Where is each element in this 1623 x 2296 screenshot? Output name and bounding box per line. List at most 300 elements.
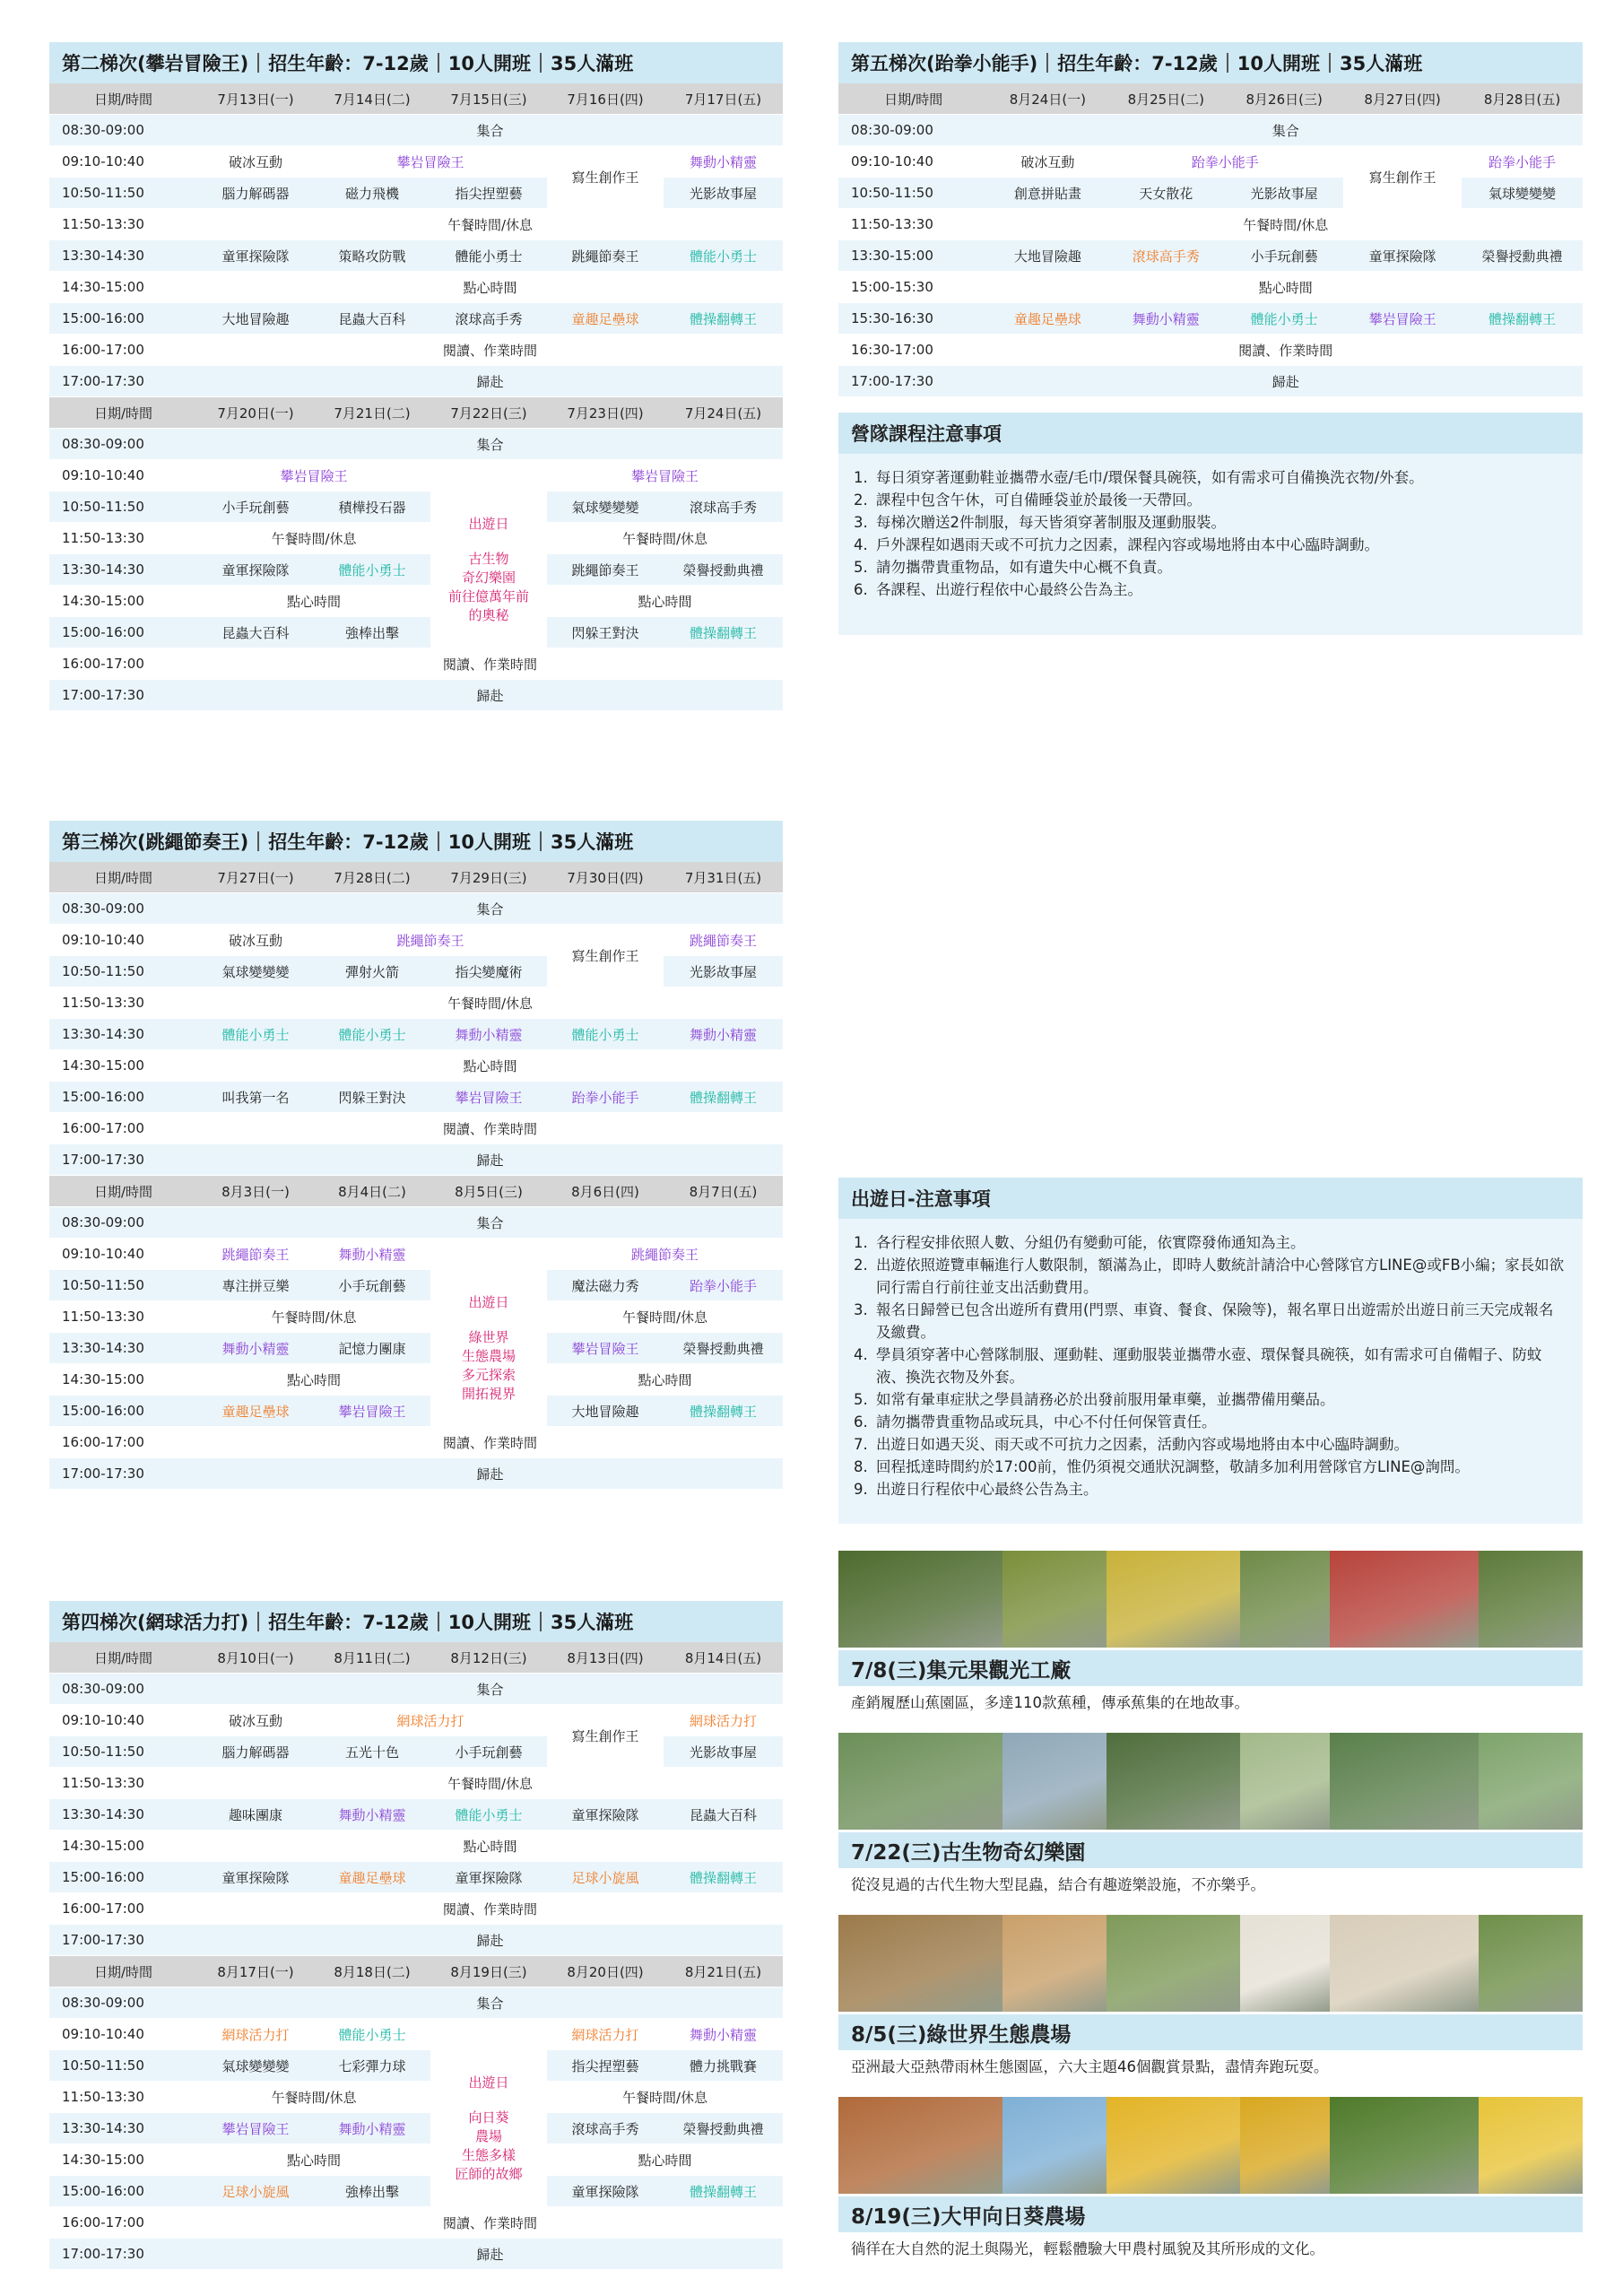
table-row xyxy=(49,178,783,209)
schedule-max: 35人滿班 xyxy=(1340,53,1423,74)
activity-cell: 點心時間 xyxy=(197,586,430,617)
header-cell: 7月23日(四) xyxy=(547,397,664,429)
header-cell: 7月20日(一) xyxy=(197,397,314,429)
divider xyxy=(1227,53,1228,73)
activity-cell: 光影故事屋 xyxy=(664,956,783,987)
schedule-header xyxy=(838,42,1583,83)
time-cell: 17:00-17:30 xyxy=(49,2239,197,2270)
activity-cell: 強棒出擊 xyxy=(314,2176,430,2207)
time-cell: 10:50-11:50 xyxy=(49,1270,197,1301)
activity-cell: 點心時間 xyxy=(197,1364,430,1396)
activity-cell: 體操翻轉王 xyxy=(1462,303,1583,335)
activity-cell: 歸赴 xyxy=(197,366,783,397)
time-cell: 08:30-09:00 xyxy=(49,429,197,460)
table-row xyxy=(838,178,1583,209)
trip-note-item: 4. 學員須穿著中心營隊制服、運動鞋、運動服裝並攜帶水壺、環保餐具碗筷，如有需求可自備帽子、防蚊液、換洗衣物及外套。 xyxy=(872,1344,1567,1388)
trip-day-cell xyxy=(430,1239,547,1458)
photo-segment xyxy=(1107,1915,1240,2012)
activity-cell: 跆拳小能手 xyxy=(547,1082,664,1113)
trip-note-item: 2. 出遊依照遊覽車輛進行人數限制，額滿為止，即時人數統計請洽中心營隊官方LINE@或FB小編；家長如欲同行需自行前往並支出活動費用。 xyxy=(872,1254,1567,1299)
table-row xyxy=(838,335,1583,366)
activity-cell: 指尖變魔術 xyxy=(430,956,547,987)
activity-cell: 大地冒險趣 xyxy=(547,1396,664,1427)
activity-cell: 跆拳小能手 xyxy=(1107,146,1343,178)
photo-segment xyxy=(838,1915,1002,2012)
time-cell: 16:00-17:00 xyxy=(49,1893,197,1925)
table-row xyxy=(49,1396,783,1427)
activity-cell: 午餐時間/休息 xyxy=(547,1301,783,1333)
activity-cell: 攀岩冒險王 xyxy=(197,460,430,491)
table-row xyxy=(49,2239,783,2270)
time-cell: 11:50-13:30 xyxy=(838,209,988,240)
time-cell: 08:30-09:00 xyxy=(49,893,197,925)
photo-segment xyxy=(1479,1915,1583,2012)
table-row xyxy=(49,2144,783,2176)
activity-cell: 體能小勇士 xyxy=(314,2019,430,2050)
table-row xyxy=(49,335,783,366)
header-cell: 7月30日(四) xyxy=(547,862,664,893)
activity-cell: 昆蟲大百科 xyxy=(197,617,314,648)
time-cell: 17:00-17:30 xyxy=(49,680,197,711)
table-row xyxy=(838,303,1583,335)
activity-cell: 滾球高手秀 xyxy=(664,491,783,523)
activity-cell: 集合 xyxy=(988,115,1583,146)
table-header-row xyxy=(49,1956,783,1987)
activity-cell: 點心時間 xyxy=(547,586,783,617)
time-cell: 11:50-13:30 xyxy=(49,2082,197,2113)
activity-cell: 跳繩節奏王 xyxy=(547,554,664,586)
activity-cell: 七彩彈力球 xyxy=(314,2050,430,2082)
table-row xyxy=(49,925,783,956)
time-cell: 16:00-17:00 xyxy=(49,1113,197,1144)
table-row xyxy=(49,1050,783,1082)
activity-cell: 體能小勇士 xyxy=(314,554,430,586)
activity-cell: 童軍探險隊 xyxy=(197,1862,314,1893)
time-cell: 10:50-11:50 xyxy=(49,2050,197,2082)
table-row xyxy=(49,2113,783,2144)
activity-cell: 強棒出擊 xyxy=(314,617,430,648)
activity-cell: 童軍探險隊 xyxy=(430,1862,547,1893)
activity-cell: 指尖捏塑藝 xyxy=(430,178,547,209)
activity-cell: 攀岩冒險王 xyxy=(314,1396,430,1427)
schedule-table xyxy=(838,83,1583,397)
activity-cell: 破冰互動 xyxy=(197,146,314,178)
trip-title: 7/8(三)集元果觀光工廠 xyxy=(838,1650,1583,1686)
activity-cell: 小手玩創藝 xyxy=(314,1270,430,1301)
trip-day-label: 出遊日 xyxy=(468,2074,509,2091)
trip-day-cell xyxy=(430,460,547,680)
activity-cell: 童趣足壘球 xyxy=(547,303,664,335)
activity-cell: 榮譽授勳典禮 xyxy=(1462,240,1583,272)
activity-cell: 童軍探險隊 xyxy=(1343,240,1462,272)
trip-notes-list xyxy=(838,1231,1583,1500)
schedule-max: 35人滿班 xyxy=(551,53,634,74)
activity-cell: 氣球變變變 xyxy=(547,491,664,523)
divider xyxy=(540,1612,542,1631)
activity-cell: 歸赴 xyxy=(197,1925,783,1956)
time-cell: 17:00-17:30 xyxy=(49,1925,197,1956)
table-row xyxy=(49,648,783,680)
trip-title: 7/22(三)古生物奇幻樂園 xyxy=(838,1832,1583,1868)
activity-cell: 閱讀、作業時間 xyxy=(197,2207,783,2239)
schedule-table xyxy=(49,1642,783,1956)
table-row xyxy=(49,1082,783,1113)
photo-segment xyxy=(1240,1915,1330,2012)
photo-segment xyxy=(1107,1733,1240,1830)
activity-cell: 攀岩冒險王 xyxy=(1343,303,1462,335)
trip-notes xyxy=(838,1178,1583,1524)
header-cell: 8月5日(三) xyxy=(430,1176,547,1207)
photo-segment xyxy=(1240,2097,1330,2194)
activity-cell: 魔法磁力秀 xyxy=(547,1270,664,1301)
trip-day-label: 出遊日 xyxy=(468,1293,509,1310)
activity-cell: 舞動小精靈 xyxy=(664,2019,783,2050)
photo-segment xyxy=(1330,2097,1479,2194)
table-header-row xyxy=(838,83,1583,115)
time-cell: 13:30-14:30 xyxy=(49,554,197,586)
time-cell: 15:00-16:00 xyxy=(49,1862,197,1893)
header-cell: 日期/時間 xyxy=(49,1176,197,1207)
activity-cell: 跳繩節奏王 xyxy=(664,925,783,956)
activity-cell: 童軍探險隊 xyxy=(197,554,314,586)
table-row xyxy=(49,2082,783,2113)
activity-cell: 午餐時間/休息 xyxy=(197,1301,430,1333)
activity-cell: 歸赴 xyxy=(197,1144,783,1176)
time-cell: 16:00-17:00 xyxy=(49,335,197,366)
header-cell: 日期/時間 xyxy=(49,397,197,429)
time-cell: 09:10-10:40 xyxy=(838,146,988,178)
activity-cell: 榮譽授勳典禮 xyxy=(664,1333,783,1364)
activity-cell: 破冰互動 xyxy=(988,146,1107,178)
camp-notes xyxy=(838,413,1583,635)
activity-cell: 記憶力團康 xyxy=(314,1333,430,1364)
table-row xyxy=(49,1987,783,2019)
activity-cell: 網球活力打 xyxy=(314,1705,547,1736)
schedule-2 xyxy=(49,42,783,711)
schedule-age: 招生年齡：7-12歲 xyxy=(268,53,429,74)
header-cell: 8月18日(二) xyxy=(314,1956,430,1987)
activity-cell: 攀岩冒險王 xyxy=(430,1082,547,1113)
activity-cell: 歸赴 xyxy=(197,1458,783,1490)
activity-cell: 點心時間 xyxy=(547,1364,783,1396)
time-cell: 09:10-10:40 xyxy=(49,1239,197,1270)
table-row xyxy=(49,680,783,711)
time-cell: 11:50-13:30 xyxy=(49,209,197,240)
schedule-header xyxy=(49,42,783,83)
trip-day-desc: 向日葵 農場 生態多樣 匠師的故鄉 xyxy=(455,2109,523,2182)
photo-segment xyxy=(838,2097,1002,2194)
table-row xyxy=(49,1799,783,1831)
table-row xyxy=(49,893,783,925)
camp-note-item: 2. 課程中包含午休，可自備睡袋並於最後一天帶回。 xyxy=(872,489,1567,511)
trip-title: 8/5(三)綠世界生態農場 xyxy=(838,2014,1583,2050)
activity-cell: 歸赴 xyxy=(197,680,783,711)
header-cell: 7月14日(二) xyxy=(314,83,430,115)
header-cell: 8月11日(二) xyxy=(314,1642,430,1674)
schedule-age: 招生年齡：7-12歲 xyxy=(268,1612,429,1633)
activity-cell: 大地冒險趣 xyxy=(988,240,1107,272)
activity-cell: 舞動小精靈 xyxy=(664,146,783,178)
schedule-header xyxy=(49,1601,783,1642)
header-cell: 8月17日(一) xyxy=(197,1956,314,1987)
table-row xyxy=(49,2019,783,2050)
activity-cell: 集合 xyxy=(197,429,783,460)
activity-cell: 跆拳小能手 xyxy=(664,1270,783,1301)
activity-cell: 破冰互動 xyxy=(197,925,314,956)
activity-cell: 體操翻轉王 xyxy=(664,1396,783,1427)
table-row xyxy=(49,1831,783,1862)
trip-photo xyxy=(838,1915,1583,2012)
header-cell: 8月3日(一) xyxy=(197,1176,314,1207)
activity-cell: 小手玩創藝 xyxy=(430,1736,547,1768)
activity-cell: 集合 xyxy=(197,1674,783,1705)
activity-cell: 寫生創作王 xyxy=(547,925,664,987)
header-cell: 8月14日(五) xyxy=(664,1642,783,1674)
activity-cell: 午餐時間/休息 xyxy=(547,2082,783,2113)
activity-cell: 舞動小精靈 xyxy=(314,1799,430,1831)
time-cell: 10:50-11:50 xyxy=(838,178,988,209)
table-row xyxy=(49,303,783,335)
time-cell: 16:00-17:00 xyxy=(49,1427,197,1458)
header-cell: 7月21日(二) xyxy=(314,397,430,429)
header-cell: 8月19日(三) xyxy=(430,1956,547,1987)
schedule-table xyxy=(49,862,783,1176)
time-cell: 09:10-10:40 xyxy=(49,146,197,178)
activity-cell: 體力挑戰賽 xyxy=(664,2050,783,2082)
activity-cell: 舞動小精靈 xyxy=(664,1019,783,1050)
activity-cell: 點心時間 xyxy=(547,2144,783,2176)
activity-cell: 足球小旋風 xyxy=(547,1862,664,1893)
time-cell: 09:10-10:40 xyxy=(49,925,197,956)
activity-cell: 昆蟲大百科 xyxy=(314,303,430,335)
schedule-5 xyxy=(838,42,1583,397)
time-cell: 08:30-09:00 xyxy=(49,1987,197,2019)
photo-segment xyxy=(1240,1733,1330,1830)
schedule-title: 第三梯次(跳繩節奏王) xyxy=(62,831,249,853)
activity-cell: 滾球高手秀 xyxy=(1107,240,1225,272)
activity-cell: 榮譽授勳典禮 xyxy=(664,2113,783,2144)
activity-cell: 午餐時間/休息 xyxy=(988,209,1583,240)
trip-note-item: 3. 報名日歸營已包含出遊所有費用(門票、車資、餐食、保險等)，報名單日出遊需於出遊日前三天完成報名及繳費。 xyxy=(872,1299,1567,1344)
table-row xyxy=(49,2176,783,2207)
time-cell: 08:30-09:00 xyxy=(49,115,197,146)
table-row xyxy=(49,1239,783,1270)
table-row xyxy=(49,987,783,1019)
header-cell: 7月17日(五) xyxy=(664,83,783,115)
time-cell: 15:00-16:00 xyxy=(49,617,197,648)
table-row xyxy=(49,1736,783,1768)
schedule-max: 35人滿班 xyxy=(551,831,634,853)
activity-cell: 腦力解碼器 xyxy=(197,178,314,209)
table-row xyxy=(49,617,783,648)
time-cell: 14:30-15:00 xyxy=(49,1364,197,1396)
activity-cell: 午餐時間/休息 xyxy=(197,2082,430,2113)
activity-cell: 集合 xyxy=(197,1987,783,2019)
table-row xyxy=(49,115,783,146)
activity-cell: 體能小勇士 xyxy=(547,1019,664,1050)
activity-cell: 榮譽授勳典禮 xyxy=(664,554,783,586)
time-cell: 13:30-15:00 xyxy=(838,240,988,272)
table-row xyxy=(49,491,783,523)
activity-cell: 專注拼豆樂 xyxy=(197,1270,314,1301)
table-row xyxy=(838,209,1583,240)
activity-cell: 童趣足壘球 xyxy=(988,303,1107,335)
time-cell: 16:00-17:00 xyxy=(49,648,197,680)
activity-cell: 體操翻轉王 xyxy=(664,1082,783,1113)
header-cell: 8月20日(四) xyxy=(547,1956,664,1987)
table-header-row xyxy=(49,83,783,115)
table-row xyxy=(49,1333,783,1364)
header-cell: 日期/時間 xyxy=(49,862,197,893)
photo-segment xyxy=(1002,1733,1107,1830)
table-row xyxy=(49,554,783,586)
activity-cell: 創意拼貼畫 xyxy=(988,178,1107,209)
activity-cell: 趣味團康 xyxy=(197,1799,314,1831)
time-cell: 14:30-15:00 xyxy=(49,586,197,617)
activity-cell: 寫生創作王 xyxy=(547,1705,664,1768)
activity-cell: 點心時間 xyxy=(988,272,1583,303)
activity-cell: 大地冒險趣 xyxy=(197,303,314,335)
table-row xyxy=(49,460,783,491)
table-row xyxy=(49,1674,783,1705)
activity-cell: 童軍探險隊 xyxy=(547,1799,664,1831)
schedule-table xyxy=(49,1176,783,1490)
header-cell: 7月16日(四) xyxy=(547,83,664,115)
time-cell: 14:30-15:00 xyxy=(49,2144,197,2176)
schedule-3 xyxy=(49,821,783,1490)
activity-cell: 舞動小精靈 xyxy=(197,1333,314,1364)
time-cell: 10:50-11:50 xyxy=(49,491,197,523)
activity-cell: 舞動小精靈 xyxy=(1107,303,1225,335)
activity-cell: 童趣足壘球 xyxy=(197,1396,314,1427)
activity-cell: 體能小勇士 xyxy=(1225,303,1343,335)
trip-day-desc: 古生物 奇幻樂園 前往億萬年前 的奧秘 xyxy=(447,550,529,623)
time-cell: 14:30-15:00 xyxy=(49,1050,197,1082)
activity-cell: 閱讀、作業時間 xyxy=(197,1893,783,1925)
table-row xyxy=(49,1364,783,1396)
activity-cell: 點心時間 xyxy=(197,1050,783,1082)
header-cell: 7月15日(三) xyxy=(430,83,547,115)
divider xyxy=(257,1612,259,1631)
table-header-row xyxy=(49,1642,783,1674)
photo-segment xyxy=(1002,1551,1107,1648)
time-cell: 14:30-15:00 xyxy=(49,1831,197,1862)
table-row xyxy=(49,1207,783,1239)
table-row xyxy=(49,1705,783,1736)
table-row xyxy=(838,146,1583,178)
trip-photo xyxy=(838,1551,1583,1648)
photo-segment xyxy=(1330,1733,1479,1830)
header-cell: 7月13日(一) xyxy=(197,83,314,115)
table-row xyxy=(49,1144,783,1176)
schedule-min: 10人開班 xyxy=(447,1612,531,1633)
time-cell: 08:30-09:00 xyxy=(49,1674,197,1705)
activity-cell: 積樺投石器 xyxy=(314,491,430,523)
schedule-table xyxy=(49,83,783,397)
trip-title: 8/19(三)大甲向日葵農場 xyxy=(838,2196,1583,2232)
time-cell: 13:30-14:30 xyxy=(49,1333,197,1364)
activity-cell: 午餐時間/休息 xyxy=(197,987,783,1019)
camp-notes-title: 營隊課程注意事項 xyxy=(838,413,1583,454)
activity-cell: 閱讀、作業時間 xyxy=(197,335,783,366)
activity-cell: 網球活力打 xyxy=(547,2019,664,2050)
trip-desc: 亞洲最大亞熱帶雨林生態園區，六大主題46個觀賞景點，盡情奔跑玩耍。 xyxy=(838,2052,1583,2079)
schedule-title: 第二梯次(攀岩冒險王) xyxy=(62,53,249,74)
camp-note-item: 3. 每梯次贈送2件制服，每天皆須穿著制服及運動服裝。 xyxy=(872,511,1567,534)
table-row xyxy=(49,1893,783,1925)
time-cell: 13:30-14:30 xyxy=(49,1799,197,1831)
table-row xyxy=(838,366,1583,397)
schedule-max: 35人滿班 xyxy=(551,1612,634,1633)
activity-cell: 閱讀、作業時間 xyxy=(197,1427,783,1458)
table-row xyxy=(49,1301,783,1333)
activity-cell: 閃躲王對決 xyxy=(547,617,664,648)
header-cell: 8月24日(一) xyxy=(988,83,1107,115)
activity-cell: 舞動小精靈 xyxy=(314,2113,430,2144)
table-header-row xyxy=(49,1176,783,1207)
table-row xyxy=(49,956,783,987)
activity-cell: 跳繩節奏王 xyxy=(547,1239,783,1270)
photo-segment xyxy=(1002,1915,1107,2012)
activity-cell: 體能小勇士 xyxy=(430,1799,547,1831)
table-row xyxy=(49,2050,783,2082)
activity-cell: 磁力飛機 xyxy=(314,178,430,209)
activity-cell: 體能小勇士 xyxy=(664,240,783,272)
activity-cell: 氣球變變變 xyxy=(197,2050,314,2082)
activity-cell: 彈射火箭 xyxy=(314,956,430,987)
activity-cell: 指尖捏塑藝 xyxy=(547,2050,664,2082)
activity-cell: 童趣足壘球 xyxy=(314,1862,430,1893)
time-cell: 16:30-17:00 xyxy=(838,335,988,366)
activity-cell: 攀岩冒險王 xyxy=(547,460,783,491)
activity-cell: 閃躲王對決 xyxy=(314,1082,430,1113)
table-row xyxy=(49,1113,783,1144)
activity-cell: 小手玩創藝 xyxy=(1225,240,1343,272)
camp-note-item: 1. 每日須穿著運動鞋並攜帶水壺/毛巾/環保餐具碗筷，如有需求可自備換洗衣物/外套。 xyxy=(872,466,1567,489)
header-cell: 日期/時間 xyxy=(49,83,197,115)
activity-cell: 小手玩創藝 xyxy=(197,491,314,523)
activity-cell: 攀岩冒險王 xyxy=(314,146,547,178)
trip-note-item: 5. 如常有暈車症狀之學員請務必於出發前服用暈車藥，並攜帶備用藥品。 xyxy=(872,1388,1567,1411)
schedule-min: 10人開班 xyxy=(447,53,531,74)
photo-segment xyxy=(838,1551,1002,1648)
header-cell: 8月7日(五) xyxy=(664,1176,783,1207)
activity-cell: 滾球高手秀 xyxy=(547,2113,664,2144)
table-row xyxy=(838,115,1583,146)
time-cell: 13:30-14:30 xyxy=(49,1019,197,1050)
activity-cell: 跳繩節奏王 xyxy=(314,925,547,956)
trip-desc: 徜徉在大自然的泥土與陽光，輕鬆體驗大甲農村風貌及其所形成的文化。 xyxy=(838,2234,1583,2261)
divider xyxy=(257,831,259,851)
photo-segment xyxy=(1479,1733,1583,1830)
table-row xyxy=(838,272,1583,303)
activity-cell: 體能小勇士 xyxy=(430,240,547,272)
header-cell: 8月28日(五) xyxy=(1462,83,1583,115)
activity-cell: 點心時間 xyxy=(197,1831,783,1862)
time-cell: 16:00-17:00 xyxy=(49,2207,197,2239)
activity-cell: 體操翻轉王 xyxy=(664,303,783,335)
activity-cell: 歸赴 xyxy=(988,366,1583,397)
divider xyxy=(1329,53,1331,73)
activity-cell: 體操翻轉王 xyxy=(664,2176,783,2207)
header-cell: 7月27日(一) xyxy=(197,862,314,893)
activity-cell: 光影故事屋 xyxy=(664,178,783,209)
trip-note-item: 7. 出遊日如遇天災、雨天或不可抗力之因素，活動內容或場地將由本中心臨時調動。 xyxy=(872,1433,1567,1456)
header-cell: 8月25日(二) xyxy=(1107,83,1225,115)
divider xyxy=(257,53,259,73)
activity-cell: 午餐時間/休息 xyxy=(197,1768,783,1799)
time-cell: 13:30-14:30 xyxy=(49,240,197,272)
